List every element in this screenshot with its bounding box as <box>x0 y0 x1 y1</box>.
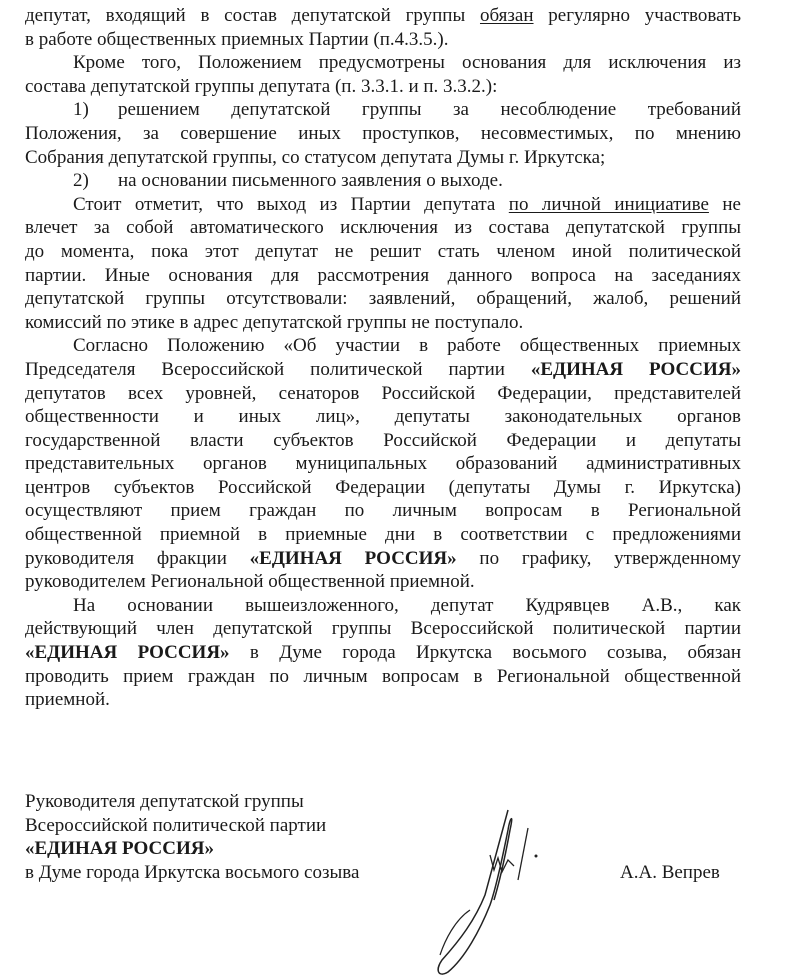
text: по графику, утвержденному <box>456 547 741 569</box>
p3-line1 <box>25 193 741 217</box>
p5-line2: действующий член депутатской группы Всероссийской политической партии <box>25 618 741 640</box>
p5-line5: приемной. <box>25 689 110 711</box>
p4-line2 <box>25 358 741 382</box>
signature-block <box>25 790 359 884</box>
p3-line4: партии. Иные основания для рассмотрения данного вопроса на заседаниях <box>25 264 741 286</box>
underlined-initiative: по личной инициативе <box>508 193 709 215</box>
p2-line2: состава депутатской группы депутата (п. 3.3.1. и п. 3.3.2.): <box>25 75 498 97</box>
signer-title-line1: Руководителя депутатской группы <box>25 791 304 812</box>
party-name: «ЕДИНАЯ РОССИЯ» <box>25 838 214 860</box>
p3-line6: комиссий по этике в адрес депутатской группы не поступало. <box>25 311 524 333</box>
text: депутат, входящий в состав депутатской группы <box>25 5 480 26</box>
underlined-obliged: обязан <box>479 5 534 26</box>
p5-line3 <box>25 641 741 665</box>
p4-line9: общественной приемной в приемные дни в соответствии с предложениями <box>25 524 741 546</box>
item-number: 2) <box>73 170 89 192</box>
text: Председателя Всероссийской политической партии <box>25 358 531 380</box>
p4-line3: депутатов всех уровней, сенаторов Российской Федерации, представителей <box>25 382 741 404</box>
handwritten-signature <box>430 800 630 980</box>
p2-line1: Кроме того, Положением предусмотрены основания для исключения из <box>73 52 741 74</box>
p4-line5: государственной власти субъектов Российской Федерации и депутаты <box>25 429 741 451</box>
signer-title-line2: Всероссийской политической партии <box>25 814 327 836</box>
item-number: 1) <box>73 99 89 121</box>
text: регулярно участвовать <box>533 5 742 26</box>
signer-title-line3 <box>25 837 359 861</box>
item1-line2: Положения, за совершение иных проступков, несовместимых, по мнению <box>25 122 741 144</box>
text: Стоит отметит, что выход из Партии депутата <box>73 193 509 215</box>
item1-line1 <box>25 98 741 122</box>
text: не <box>708 193 741 215</box>
party-name: «ЕДИНАЯ РОССИЯ» <box>530 358 741 380</box>
p4-line11: руководителем Региональной общественной приемной. <box>25 571 475 593</box>
p5-line4: проводить прием граждан по личным вопросам в Региональной общественной <box>25 665 741 687</box>
text: в Думе города Иркутска восьмого созыва, обязан <box>229 642 741 664</box>
p5-line1: На основании вышеизложенного, депутат Кудрявцев А.В., как <box>73 594 741 616</box>
p4-line6: представительных органов муниципальных образований административных <box>25 453 741 475</box>
p1-line1 <box>25 4 741 28</box>
text: руководителя фракции <box>25 547 250 569</box>
text: решением депутатской группы за несоблюдение требований <box>118 99 741 121</box>
document-body <box>25 4 741 712</box>
p4-line10 <box>25 547 741 571</box>
p4-line8: осуществляют прием граждан по личным вопросам в Региональной <box>25 500 741 522</box>
signer-name: А.А. Вепрев <box>620 862 720 883</box>
p1-line2: в работе общественных приемных Партии (п.4.3.5.). <box>25 28 449 50</box>
party-name: «ЕДИНАЯ РОССИЯ» <box>25 642 230 664</box>
text: на основании письменного заявления о выходе. <box>118 170 503 192</box>
party-name: «ЕДИНАЯ РОССИЯ» <box>249 547 457 569</box>
p3-line3: до момента, пока этот депутат не решит стать членом иной политической <box>25 240 741 262</box>
p3-line2: влечет за собой автоматического исключения из состава депутатской группы <box>25 217 741 239</box>
p3-line5: депутатской группы отсутствовали: заявлений, обращений, жалоб, решений <box>25 288 741 310</box>
p4-line7: центров субъектов Российской Федерации (депутаты Думы г. Иркутска) <box>25 476 741 498</box>
item1-line3: Собрания депутатской группы, со статусом депутата Думы г. Иркутска; <box>25 146 606 168</box>
p4-line4: общественности и иных лиц», депутаты законодательных органов <box>25 406 741 428</box>
item2-line1 <box>25 169 741 193</box>
p4-line1: Согласно Положению «Об участии в работе общественных приемных <box>73 335 741 357</box>
signer-title-line4: в Думе города Иркутска восьмого созыва <box>25 861 360 883</box>
